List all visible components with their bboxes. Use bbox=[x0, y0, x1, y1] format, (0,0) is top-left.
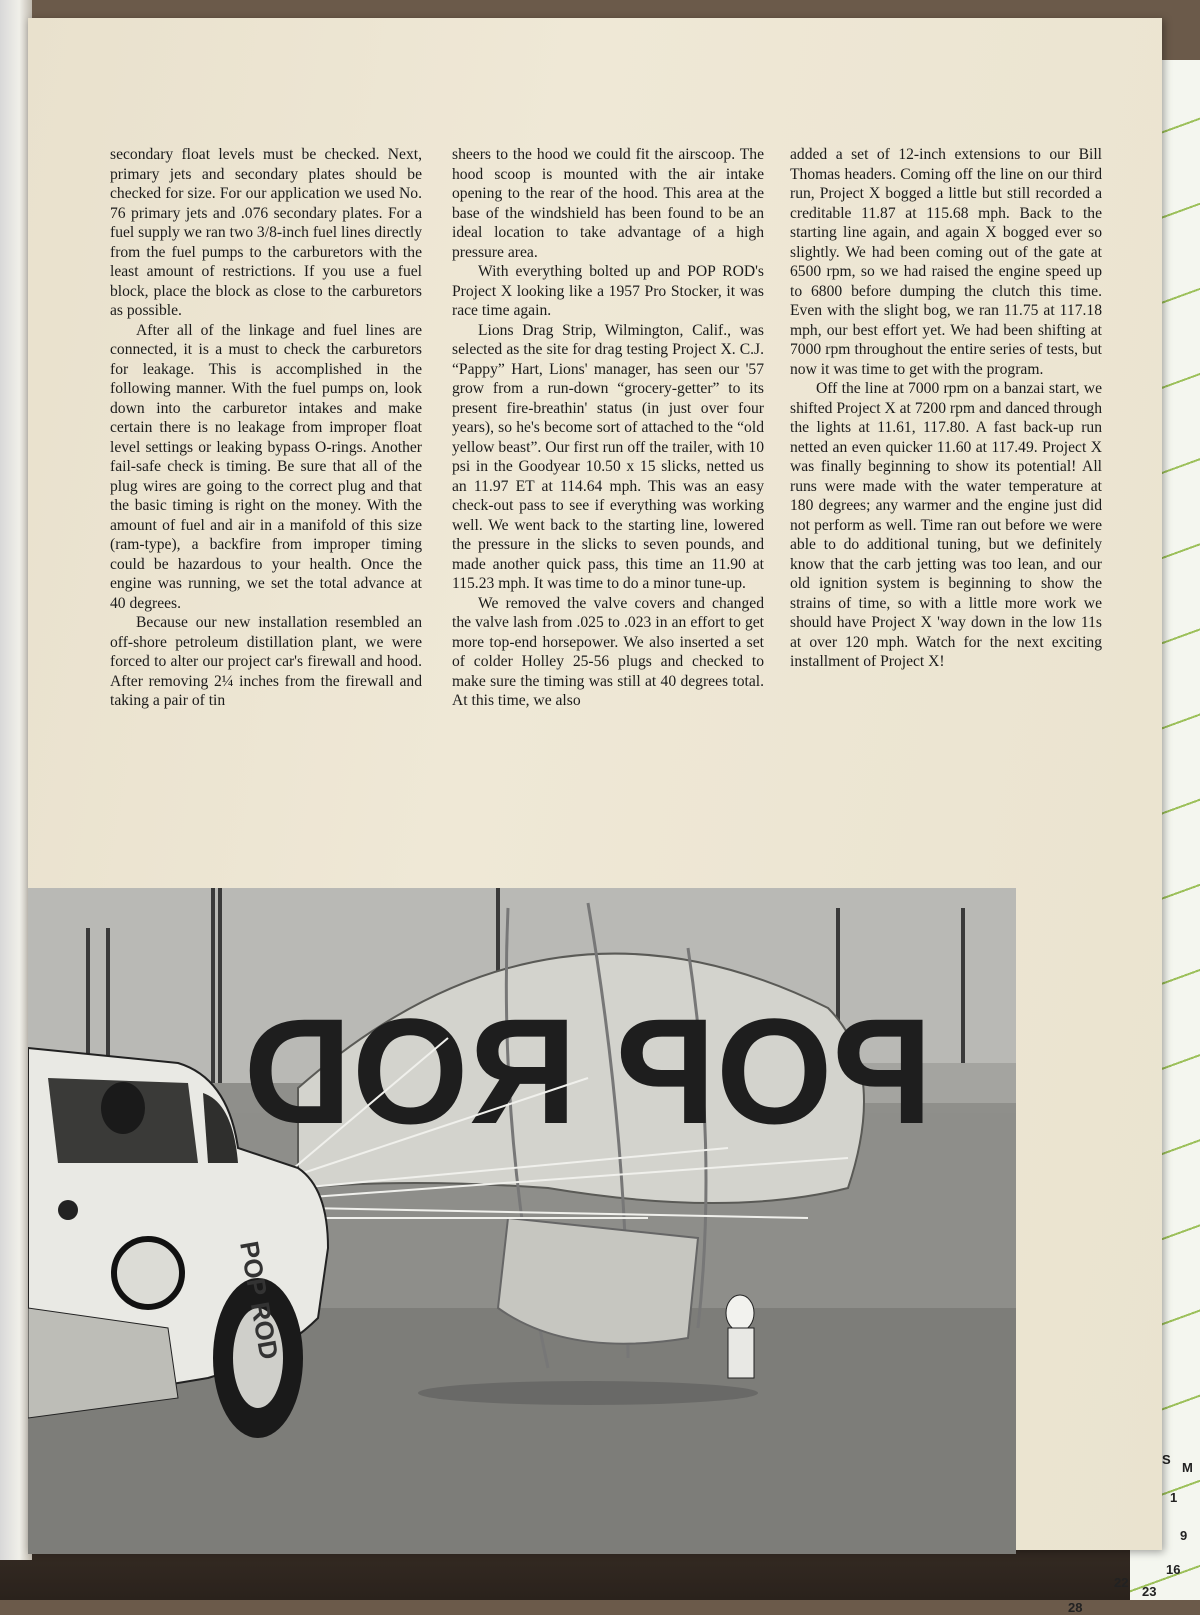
magazine-page bbox=[28, 18, 1162, 1550]
paragraph: added a set of 12-inch extensions to our Bill Thomas headers. Coming off the line on our third run, Project X bogged a little but still recorded a creditable 11.87 at 115.68 mph. Back to the starting line again, and again X bogged ever so slightly. We had been coming out of the gate at 6500 rpm, so we had raised the engine speed up to 6800 before dumping the clutch this time. Even with the slight bog, we ran 11.75 at 117.18 mph, our best effort yet. We had been shifting at 7000 rpm throughout the entire series of tests, but now it was time to get with the program. bbox=[790, 146, 1102, 378]
paragraph: We removed the valve covers and changed the valve lash from .025 to .023 in an effort to get more top-end horsepower. We also inserted a set of colder Holley 25-56 plugs and checked to make sure the timing was still at 40 degrees total. At this time, we also bbox=[452, 594, 764, 709]
paragraph: After all of the linkage and fuel lines are connected, it is a must to check the carburetors for leakage. This is accomplished in the following manner. With the fuel pumps on, look down into the carburetor intakes and make certain there is no leakage from improper float level settings or leaking bypass O-rings. Another fail-safe check is timing. Be sure that all of the plug wires are going to the correct plug and that the basic timing is right on the money. With the amount of fuel and air in a manifold of this size (ram-type), a backfire from improper timing could be hazardous to your health. Once the engine was running, we set the total advance at 40 degrees. bbox=[110, 321, 422, 612]
paragraph: With everything bolted up and POP ROD's Project X looking like a 1957 Pro Stocker, it was race time again. bbox=[452, 263, 764, 319]
paragraph: Lions Drag Strip, Wilmington, Calif., was selected as the site for drag testing Project X. C.J. “Pappy” Hart, Lions' manager, has seen our '57 grow from a run-down “grocery-getter” to its present fire-breathin' status (in just over four years), so he's become sort of attached to the “old yellow beast”. Our first run off the trailer, with 10 psi in the Goodyear 10.50 x 15 slicks, netted us an 11.97 ET at 114.64 mph. This was an easy check-out pass to see if everything was working well. We went back to the starting line, lowered the pressure in the slicks to seven pounds, and made another quick pass, this time an 11.90 at 115.23 mph. It was time to do a minor tune-up. bbox=[452, 321, 764, 592]
calendar-day-label: 23 bbox=[1142, 1584, 1157, 1599]
paragraph: sheers to the hood we could fit the airscoop. The hood scoop is mounted with the air intake opening to the rear of the hood. This area at the base of the windshield has been found to be an ideal location to take advantage of a high pressure area. bbox=[452, 146, 764, 261]
parachute-lettering: POP ROD bbox=[243, 987, 933, 1155]
text-column-2 bbox=[452, 145, 764, 711]
calendar-day-label: 1 bbox=[1170, 1490, 1178, 1505]
calendar-day-label: M bbox=[1182, 1460, 1193, 1475]
paragraph: secondary float levels must be checked. Next, primary jets and secondary plates should be checked for size. For our application we used No. 76 primary jets and .076 secondary plates. For a fuel supply we ran two 3/8-inch fuel lines directly from the fuel pumps to the carburetors with the least amount of restrictions. If you use a fuel block, place the block as close to the carburetors as possible. bbox=[110, 146, 422, 319]
calendar-day-label: S bbox=[1162, 1452, 1171, 1467]
paragraph: Because our new installation resembled an off-shore petroleum distillation plant, we were forced to alter our project car's firewall and hood. After removing 2¼ inches from the firewall and taking a pair of tin bbox=[110, 614, 422, 709]
car-door-lettering: POP ROD bbox=[234, 1238, 285, 1362]
calendar-day-label: 28 bbox=[1068, 1600, 1083, 1615]
text-column-3 bbox=[790, 145, 1102, 672]
calendar-day-label: 16 bbox=[1166, 1562, 1181, 1577]
drag-race-photo bbox=[28, 888, 1016, 1554]
paragraph: Off the line at 7000 rpm on a banzai start, we shifted Project X at 7200 rpm and danced through the lights at 11.61, 117.80. A fast back-up run netted an even quicker 11.60 at 117.49. Project X was finally beginning to show its potential! All runs were made with the water temperature at 180 degrees; any warmer and the engine just did not perform as well. Time ran out before we were able to do additional tuning, but we definitely know that the carb jetting was too lean, and our old ignition system is beginning to show the strains of time, so with a little more work we should have Project X 'way down in the low 11s at over 120 mph. Watch for the next exciting installment of Project X! bbox=[790, 380, 1102, 670]
calendar-day-label: 9 bbox=[1180, 1528, 1188, 1543]
text-column-1 bbox=[110, 145, 422, 711]
calendar-day-label: 22 bbox=[1114, 1575, 1129, 1590]
